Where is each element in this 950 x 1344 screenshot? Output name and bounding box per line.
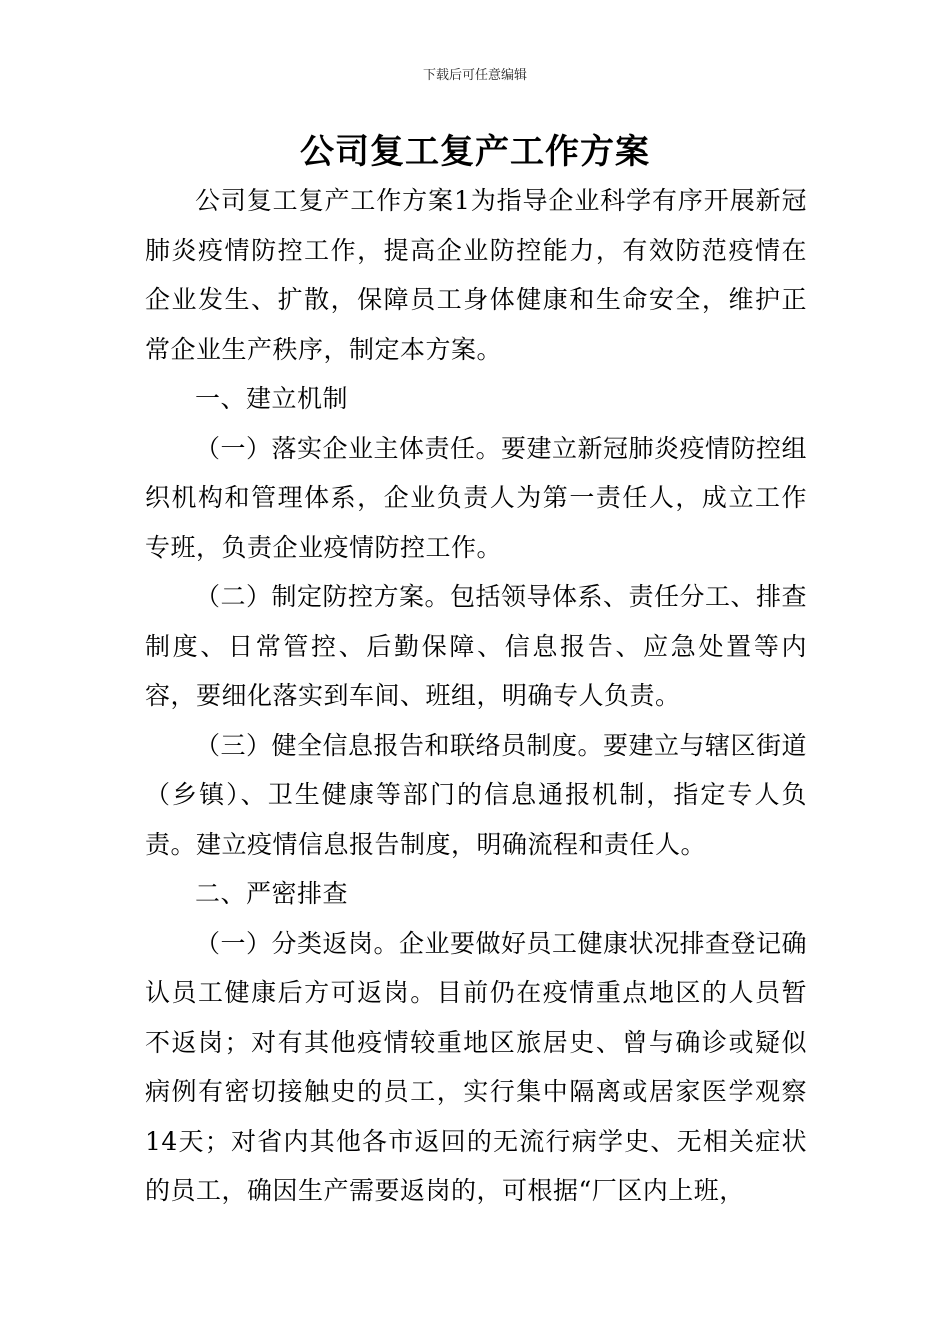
paragraph-1-1: （一）落实企业主体责任。要建立新冠肺炎疫情防控组织机构和管理体系，企业负责人为第一责任人，成立工作专班，负责企业疫情防控工作。 xyxy=(145,433,808,562)
document-title: 公司复工复产工作方案 xyxy=(300,132,650,172)
section-heading-1: 一、建立机制 xyxy=(195,384,349,413)
paragraph-1-3: （三）健全信息报告和联络员制度。要建立与辖区街道（乡镇）、卫生健康等部门的信息通报机制，指定专人负责。建立疫情信息报告制度，明确流程和责任人。 xyxy=(145,730,808,859)
paragraph-1-2: （二）制定防控方案。包括领导体系、责任分工、排查制度、日常管控、后勤保障、信息报告、应急处置等内容，要细化落实到车间、班组，明确专人负责。 xyxy=(145,582,808,710)
paragraph-intro: 公司复工复产工作方案1为指导企业科学有序开展新冠肺炎疫情防控工作，提高企业防控能力，有效防范疫情在企业发生、扩散，保障员工身体健康和生命安全，维护正常企业生产秩序，制定本方案。 xyxy=(145,186,807,364)
paragraph-2-1: （一）分类返岗。企业要做好员工健康状况排查登记确认员工健康后方可返岗。目前仍在疫情重点地区的人员暂不返岗；对有其他疫情较重地区旅居史、曾与确诊或疑似病例有密切接触史的员工，实行集中隔离或居家医学观察14天；对省内其他各市返回的无流行病学史、无相关症状的员工，确因生产需要返岗的，可根据“厂区内上班， xyxy=(145,928,808,1205)
document-body xyxy=(145,176,807,1216)
header-note: 下载后可任意编辑 xyxy=(422,68,527,83)
section-heading-2: 二、严密排查 xyxy=(195,879,349,908)
